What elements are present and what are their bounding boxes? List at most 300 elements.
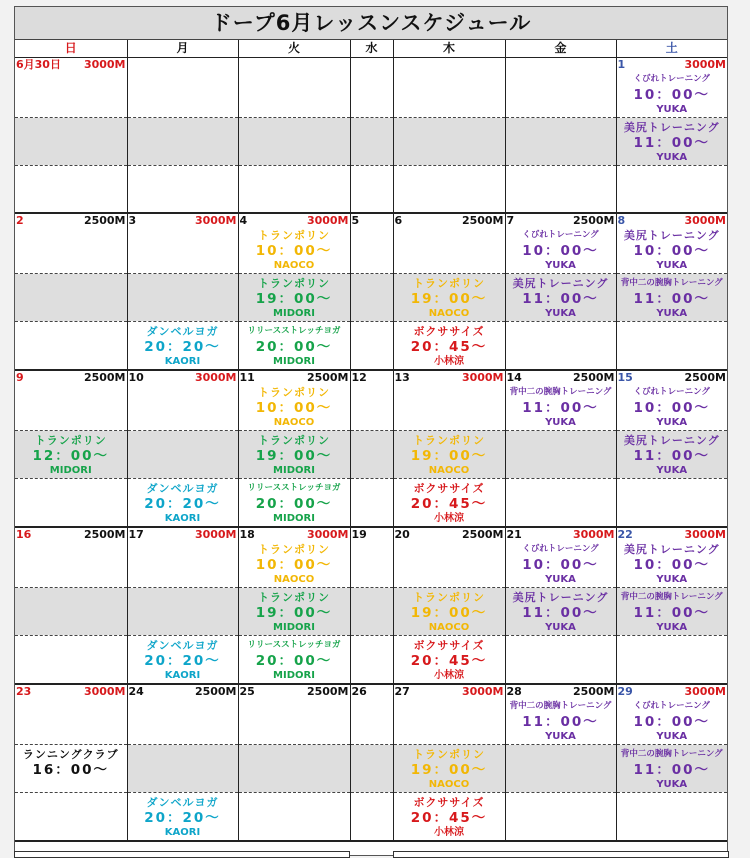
day-number: 12 [351,371,367,384]
day-slot [127,745,238,793]
day-slot [238,431,350,479]
day-price: 3000M [83,58,126,71]
day-slot [238,793,350,842]
day-number: 6月30日 [16,58,61,71]
lesson-entry [239,636,350,683]
lesson-name: ダンベルヨガ [146,639,219,652]
day-number: 1 [617,58,626,71]
footer-box-right [393,851,729,858]
day-slot [393,588,505,636]
day-number: 2 [16,214,24,227]
lesson-time: 20：20～ [144,810,221,826]
lesson-name: トランポリン [258,386,330,399]
day-slot [238,274,350,322]
day-header [128,685,238,699]
day-slot [127,274,238,322]
lesson-name: ダンベルヨガ [146,482,219,495]
lesson-instructor: 小林涼 [434,670,464,681]
lesson-name: くびれトレーニング [522,544,599,554]
day-number: 7 [506,214,515,227]
lesson-instructor: YUKA [545,260,576,271]
day-slot [238,479,350,528]
day-header [394,371,505,385]
day-number: 22 [617,528,633,541]
lesson-instructor: YUKA [545,731,576,742]
day-slot [127,479,238,528]
weekday-header: 月 [127,40,238,58]
lesson-time: 11：00～ [633,605,711,621]
lesson-time: 10：00～ [255,400,333,416]
lesson-time: 20：00～ [255,496,333,512]
day-price: 3000M [684,528,726,541]
lesson-entry [617,274,728,321]
day-slot [238,370,350,431]
lesson-entry [394,322,505,369]
day-slot [393,527,505,588]
day-header [351,528,393,542]
lesson-instructor: YUKA [656,779,688,790]
day-slot [238,58,350,118]
day-slot [505,370,616,431]
lesson-time: 12：00～ [32,448,110,464]
day-slot [350,684,393,745]
day-slot [350,431,393,479]
day-header [394,685,505,699]
lesson-name: くびれトレーニング [633,74,710,84]
lesson-name: リリースストレッチヨガ [247,326,341,336]
lesson-name: 美尻トレーニング [623,229,720,242]
week-row [15,274,727,322]
day-header [128,214,238,228]
day-header [239,371,350,385]
day-price: 2500M [306,685,349,698]
day-header [15,58,127,72]
lesson-entry [239,274,350,321]
day-header [351,685,393,699]
day-number: 4 [239,214,248,227]
day-slot [127,636,238,685]
lesson-time: 19：00～ [255,448,333,464]
lesson-time: 10：00～ [633,400,711,416]
lesson-name: ボクササイズ [413,325,485,338]
lesson-instructor: KAORI [164,827,201,838]
day-slot [127,58,238,118]
day-number: 6 [394,214,403,227]
day-number: 13 [394,371,410,384]
lesson-entry [394,431,505,478]
day-slot [127,588,238,636]
lesson-instructor: YUKA [545,574,576,585]
lesson-entry [239,588,350,635]
week-row [15,793,727,842]
lesson-instructor: KAORI [164,513,201,524]
lesson-instructor: MIDORI [273,622,315,633]
day-price: 3000M [684,685,726,698]
day-slot [238,745,350,793]
lesson-time: 16：00～ [32,762,110,778]
lesson-entry [394,636,505,683]
lesson-instructor: 小林涼 [434,356,464,367]
lesson-entry [394,274,505,321]
day-slot [393,479,505,528]
day-header [351,214,393,228]
day-slot [127,370,238,431]
lesson-instructor: YUKA [656,622,688,633]
day-price: 2500M [461,214,504,227]
day-slot [238,118,350,166]
day-slot [393,684,505,745]
day-number: 11 [239,371,255,384]
day-price: 2500M [461,528,504,541]
lesson-name: トランポリン [413,748,485,761]
day-slot [505,636,616,685]
lesson-instructor: 小林涼 [434,827,464,838]
lesson-instructor: YUKA [656,152,688,163]
lesson-instructor: MIDORI [49,465,92,476]
lesson-entry [394,745,505,792]
day-slot [616,370,727,431]
day-price: 2500M [83,214,126,227]
day-header [617,371,728,385]
day-slot [127,527,238,588]
day-slot [350,322,393,371]
week-row [15,479,727,528]
lesson-name: ボクササイズ [413,482,485,495]
day-price: 3000M [306,214,349,227]
day-number: 5 [351,214,360,227]
lesson-time: 11：00～ [522,291,599,307]
day-header [239,685,350,699]
day-slot [15,588,127,636]
day-number: 16 [16,528,32,541]
lesson-entry [128,322,238,369]
day-price: 2500M [572,685,615,698]
lesson-entry [506,542,616,587]
lesson-instructor: YUKA [656,574,688,585]
day-slot [15,322,127,371]
day-slot [15,636,127,685]
lesson-entry [239,479,350,526]
day-slot [238,588,350,636]
day-slot [127,684,238,745]
day-slot [15,58,127,118]
day-slot [127,793,238,842]
day-slot [505,166,616,214]
lesson-entry [394,793,505,840]
lesson-time: 11：00～ [633,448,711,464]
lesson-time: 11：00～ [522,605,599,621]
lesson-name: 美尻トレーニング [623,543,720,556]
day-number: 29 [617,685,633,698]
lesson-name: 美尻トレーニング [512,277,609,290]
lesson-entry [128,479,238,526]
lesson-entry [239,431,350,478]
lesson-entry [617,699,728,744]
day-slot [350,370,393,431]
day-slot [15,118,127,166]
day-slot [616,322,727,371]
lesson-name: トランポリン [34,434,107,447]
lesson-name: くびれトレーニング [522,230,599,240]
day-header [15,371,127,385]
day-slot [393,431,505,479]
lesson-name: ボクササイズ [413,639,485,652]
lesson-instructor: YUKA [545,417,576,428]
schedule-sheet [14,6,728,856]
day-slot [350,745,393,793]
day-slot [393,58,505,118]
day-slot [238,684,350,745]
day-header [394,214,505,228]
lesson-entry [506,699,616,744]
lesson-name: ダンベルヨガ [146,325,219,338]
day-slot [505,479,616,528]
lesson-time: 10：00～ [255,557,333,573]
lesson-name: ランニングクラブ [22,748,119,761]
day-price: 3000M [461,685,504,698]
lesson-instructor: YUKA [545,308,576,319]
day-slot [616,745,727,793]
day-slot [393,166,505,214]
day-price: 3000M [461,371,504,384]
lesson-instructor: YUKA [656,260,688,271]
lesson-instructor: MIDORI [273,465,315,476]
lesson-name: 背中二の腕胸トレーニング [509,387,612,397]
lesson-name: トランポリン [413,277,485,290]
week-row [15,588,727,636]
day-slot [15,166,127,214]
week-row [15,745,727,793]
week-row [15,213,727,274]
day-slot [350,118,393,166]
day-slot [505,745,616,793]
day-slot [616,58,727,118]
lesson-instructor: YUKA [656,104,688,115]
lesson-instructor: NAOCO [273,417,315,428]
day-number: 3 [128,214,137,227]
day-header [15,214,127,228]
day-slot [393,213,505,274]
day-number: 10 [128,371,144,384]
lesson-entry [617,588,728,635]
lesson-time: 20：45～ [410,653,488,669]
lesson-time: 19：00～ [255,291,333,307]
lesson-time: 10：00～ [633,557,711,573]
day-slot [127,118,238,166]
weekday-header: 日 [15,40,127,58]
day-slot [127,431,238,479]
day-number: 28 [506,685,522,698]
lesson-time: 11：00～ [633,291,711,307]
day-price: 2500M [83,528,126,541]
day-header [617,214,728,228]
day-slot [393,370,505,431]
lesson-name: ボクササイズ [413,796,485,809]
day-slot [616,588,727,636]
day-slot [505,118,616,166]
day-header [128,371,238,385]
day-price: 2500M [572,214,615,227]
day-number: 20 [394,528,410,541]
lesson-time: 19：00～ [410,605,488,621]
lesson-time: 20：20～ [144,653,221,669]
weekday-header-row [15,40,727,58]
lesson-time: 20：20～ [144,496,221,512]
day-price: 3000M [194,371,237,384]
day-slot [238,166,350,214]
day-header [506,685,616,699]
lesson-time: 20：45～ [410,339,488,355]
day-header [617,58,728,72]
lesson-time: 19：00～ [410,448,488,464]
day-slot [15,745,127,793]
lesson-name: トランポリン [258,543,330,556]
lesson-entry [239,322,350,369]
day-slot [15,370,127,431]
lesson-name: 美尻トレーニング [512,591,609,604]
day-slot [616,527,727,588]
week-row [15,166,727,214]
day-slot [616,479,727,528]
day-slot [393,274,505,322]
lesson-time: 10：00～ [633,714,711,730]
day-slot [15,527,127,588]
lesson-time: 20：00～ [255,653,333,669]
lesson-entry [128,793,238,840]
lesson-entry [15,431,127,478]
week-row [15,431,727,479]
day-header [15,528,127,542]
week-row [15,636,727,685]
lesson-instructor: NAOCO [428,622,470,633]
day-slot [505,527,616,588]
day-header [128,528,238,542]
lesson-entry [15,745,127,778]
day-slot [505,431,616,479]
lesson-time: 10：00～ [255,243,333,259]
lesson-instructor: MIDORI [273,513,315,524]
day-slot [15,793,127,842]
day-slot [616,118,727,166]
day-slot [616,431,727,479]
lesson-name: トランポリン [258,277,330,290]
day-slot [350,527,393,588]
lesson-entry [506,274,616,321]
lesson-entry [506,385,616,430]
day-slot [616,213,727,274]
lesson-time: 11：00～ [633,762,711,778]
day-header [506,528,616,542]
week-row [15,58,727,118]
lesson-time: 19：00～ [410,291,488,307]
week-row [15,118,727,166]
lesson-entry [239,542,350,587]
page-title: ドープ6月レッスンスケジュール [15,7,727,40]
day-number: 26 [351,685,367,698]
day-slot [505,322,616,371]
lesson-entry [617,72,728,117]
lesson-time: 10：00～ [633,243,711,259]
lesson-instructor: MIDORI [273,308,315,319]
day-slot [15,684,127,745]
day-slot [505,793,616,842]
day-header [351,371,393,385]
lesson-time: 20：45～ [410,496,488,512]
lesson-instructor: NAOCO [273,574,315,585]
lesson-name: トランポリン [258,229,330,242]
day-price: 2500M [684,371,726,384]
day-slot [350,793,393,842]
week-row [15,322,727,371]
lesson-time: 20：45～ [410,810,488,826]
lesson-entry [617,542,728,587]
day-price: 3000M [684,214,726,227]
day-slot [15,431,127,479]
lesson-instructor: YUKA [656,308,688,319]
day-slot [350,588,393,636]
lesson-instructor: KAORI [164,356,201,367]
lesson-name: 美尻トレーニング [623,121,720,134]
lesson-instructor: YUKA [656,731,688,742]
lesson-time: 10：00～ [633,87,711,103]
lesson-name: 美尻トレーニング [623,434,720,447]
day-slot [350,274,393,322]
day-price: 3000M [194,214,237,227]
week-row [15,527,727,588]
lesson-entry [617,745,728,792]
lesson-entry [617,228,728,273]
lesson-time: 10：00～ [522,243,599,259]
lesson-name: トランポリン [413,591,485,604]
lesson-instructor: KAORI [164,670,201,681]
lesson-entry [506,588,616,635]
lesson-instructor: NAOCO [428,465,470,476]
lesson-instructor: MIDORI [273,670,315,681]
day-number: 14 [506,371,522,384]
lesson-time: 19：00～ [255,605,333,621]
lesson-time: 11：00～ [522,714,599,730]
lesson-name: 背中二の腕胸トレーニング [509,701,612,711]
lesson-name: くびれトレーニング [633,387,710,397]
day-slot [127,213,238,274]
lesson-name: 背中二の腕胸トレーニング [620,278,723,288]
weekday-header: 木 [393,40,505,58]
footer-box-left [14,851,350,858]
day-number: 9 [16,371,24,384]
day-number: 19 [351,528,367,541]
day-number: 8 [617,214,626,227]
day-price: 2500M [306,371,349,384]
day-slot [238,636,350,685]
lesson-entry [617,118,728,165]
lesson-name: ダンベルヨガ [146,796,219,809]
lesson-name: 背中二の腕胸トレーニング [620,592,723,602]
day-slot [505,58,616,118]
lesson-time: 19：00～ [410,762,488,778]
day-number: 18 [239,528,255,541]
day-slot [393,322,505,371]
day-number: 15 [617,371,633,384]
day-slot [393,118,505,166]
day-slot [616,274,727,322]
lesson-instructor: NAOCO [428,308,470,319]
day-slot [505,213,616,274]
lesson-time: 20：00～ [255,339,333,355]
day-slot [238,322,350,371]
day-slot [616,166,727,214]
weekday-header: 火 [238,40,350,58]
lesson-entry [128,636,238,683]
